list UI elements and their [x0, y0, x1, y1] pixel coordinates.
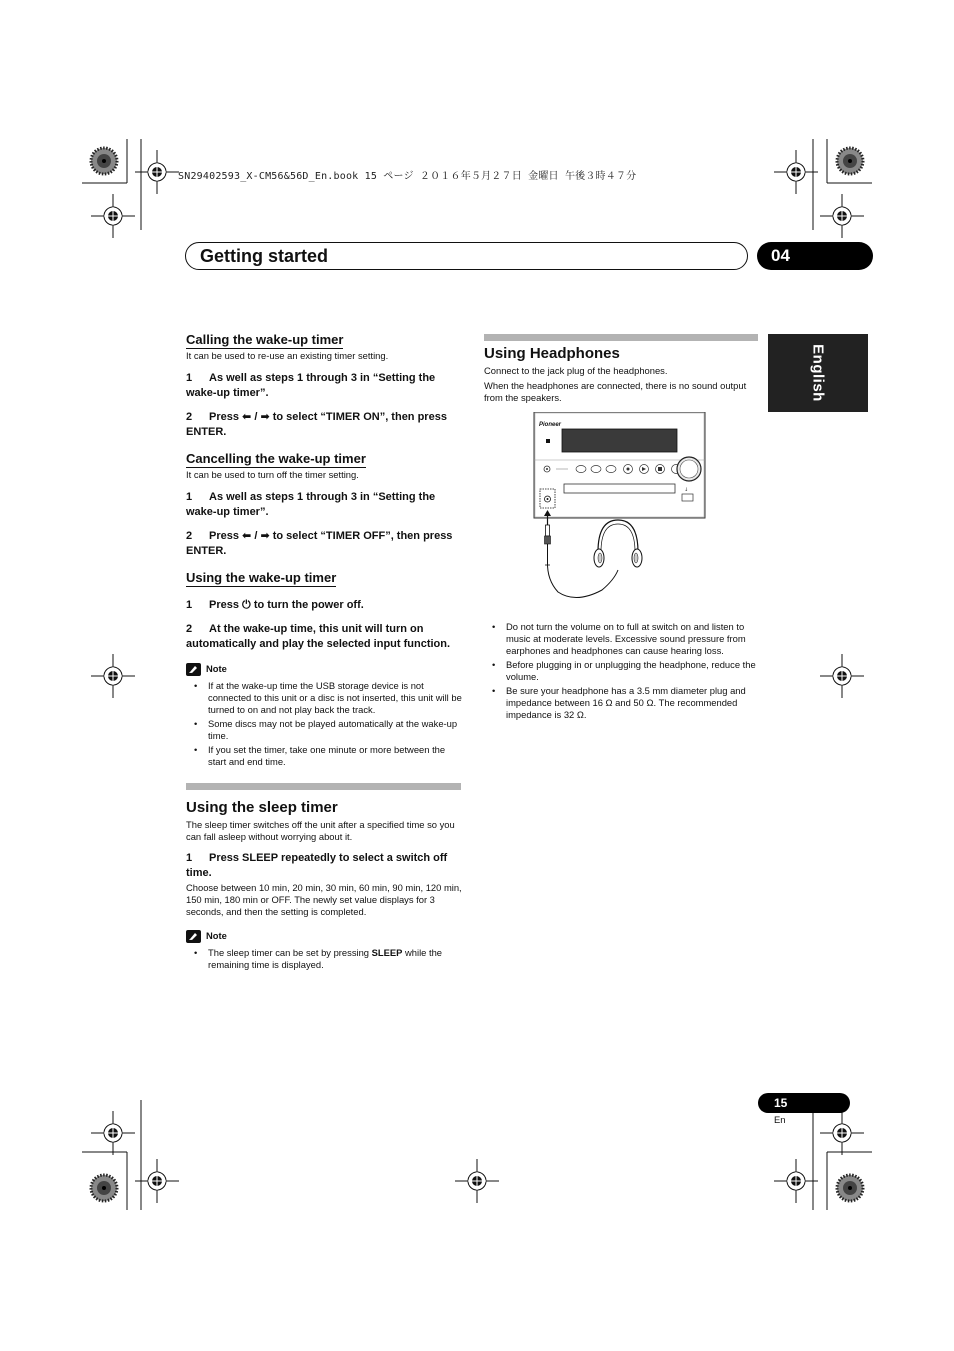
- language-tab-label: English: [809, 344, 827, 402]
- list-item: • Before plugging in or unplugging the headphone, reduce the volume.: [484, 659, 758, 683]
- note-2-heading: Note: [186, 929, 462, 943]
- left-arrow-icon: ⬅: [242, 411, 252, 423]
- sleep-detail: Choose between 10 min, 20 min, 30 min, 60 min, 90 min, 120 min, 150 min, 180 min or OFF. The newly set value displays for 3 seconds, and then the setting is completed.: [186, 882, 462, 917]
- page-number: 15: [758, 1093, 850, 1113]
- sleep-intro: The sleep timer switches off the unit after a specified time so you can fall asleep without worrying about it.: [186, 819, 455, 842]
- list-item: • The sleep timer can be set by pressing SLEEP while the remaining time is displayed.: [186, 947, 462, 971]
- note-1-list: [186, 680, 462, 768]
- sleep-step-1: 1 Press SLEEP repeatedly to select a switch off time.: [186, 852, 448, 879]
- headphones-p1: Connect to the jack plug of the headphones.: [484, 365, 668, 376]
- svg-text:↓: ↓: [684, 487, 689, 493]
- chapter-number: 04: [757, 242, 873, 270]
- headphones-heading: Using Headphones: [484, 345, 620, 362]
- headphones-connection-illustration: [484, 412, 758, 612]
- list-item: • Be sure your headphone has a 3.5 mm diameter plug and impedance between 16 Ω and 50 Ω. The recommended impedance is 32 Ω.: [484, 685, 758, 721]
- note-1-heading: Note: [186, 662, 462, 676]
- headphones-p2: When the headphones are connected, there is no sound output from the speakers.: [484, 380, 747, 403]
- right-arrow-icon: ➡: [260, 530, 270, 542]
- headphones-icon: [594, 520, 642, 567]
- note-2-list: [186, 947, 462, 971]
- calling-step-1: 1 As well as steps 1 through 3 in “Setting the wake-up timer”.: [186, 372, 436, 399]
- power-icon: ⏻: [242, 599, 251, 611]
- calling-step-2: 2 Press ⬅ / ➡ to select “TIMER ON”, then press ENTER.: [186, 411, 447, 438]
- headphones-warnings: [484, 621, 758, 721]
- section-divider: [484, 334, 758, 341]
- using-wakeup-heading: Using the wake-up timer: [186, 570, 337, 585]
- pencil-note-icon: [186, 930, 201, 943]
- using-step-1: 1 Press ⏻ to turn the power off.: [186, 599, 364, 611]
- list-item: • Some discs may not be played automatically at the wake-up time.: [186, 718, 462, 742]
- cancelling-intro: It can be used to turn off the timer setting.: [186, 469, 359, 480]
- pencil-note-icon: [186, 663, 201, 676]
- brand-logo: Pioneer: [539, 422, 562, 428]
- list-item: • If at the wake-up time the USB storage device is not connected to this unit or a disc is not inserted, this unit will be turned to on and not play back the track.: [186, 680, 462, 716]
- section-divider: [186, 783, 461, 790]
- language-tab: [768, 334, 868, 412]
- page-language: En: [774, 1114, 786, 1125]
- list-item: • Do not turn the volume on to full at switch on and listen to music at moderate levels. Excessive sound pressure from earphones and headphones can cause hearing loss.: [484, 621, 758, 657]
- calling-heading: Calling the wake-up timer: [186, 332, 344, 347]
- file-header: SN29402593_X-CM56&56D_En.book 15 ページ ２０１６年５月２７日 金曜日 午後３時４７分: [178, 171, 637, 182]
- calling-intro: It can be used to re-use an existing timer setting.: [186, 350, 389, 361]
- left-column: [186, 331, 462, 973]
- right-arrow-icon: ➡: [260, 411, 270, 423]
- list-item: • If you set the timer, take one minute or more between the start and end time.: [186, 744, 462, 768]
- cancelling-step-1: 1 As well as steps 1 through 3 in “Setting the wake-up timer”.: [186, 491, 436, 518]
- page-title: Getting started: [200, 246, 329, 266]
- cancelling-step-2: 2 Press ⬅ / ➡ to select “TIMER OFF”, then press ENTER.: [186, 530, 453, 557]
- using-step-2: 2 At the wake-up time, this unit will turn on automatically and play the selected input function.: [186, 623, 451, 650]
- sleep-heading: Using the sleep timer: [186, 799, 338, 816]
- cancelling-heading: Cancelling the wake-up timer: [186, 451, 366, 466]
- right-column: [484, 334, 758, 723]
- left-arrow-icon: ⬅: [242, 530, 252, 542]
